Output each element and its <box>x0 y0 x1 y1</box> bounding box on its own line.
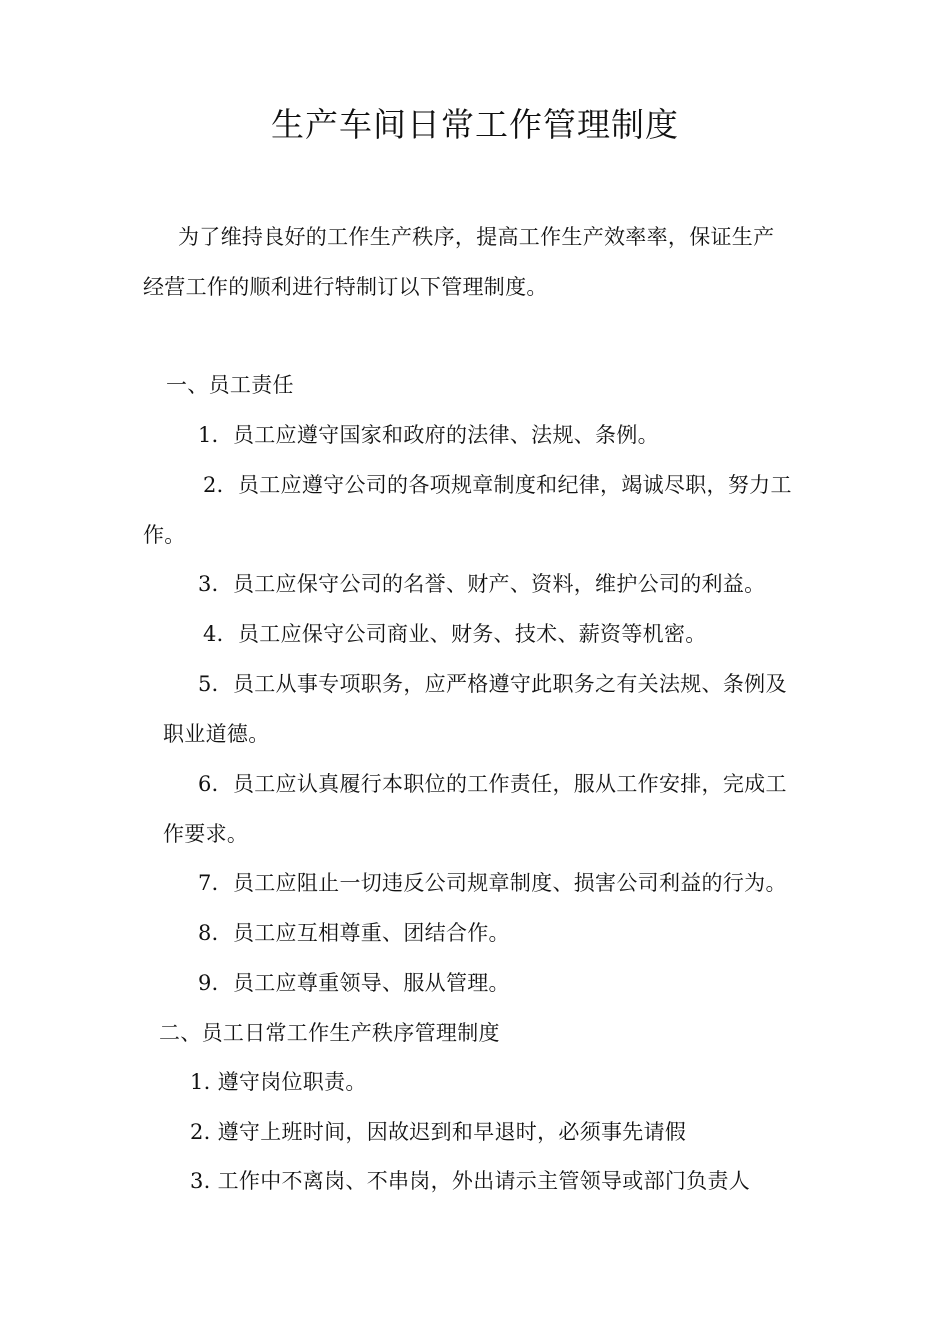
section-1-item: 4．员工应保守公司商业、财务、技术、薪资等机密。 <box>203 622 707 646</box>
section-2-item: 2. 遵守上班时间，因故迟到和早退时，必须事先请假 <box>190 1120 687 1144</box>
section-1-item: 8．员工应互相尊重、团结合作。 <box>198 921 510 945</box>
section-1-item-continuation: 职业道德。 <box>163 722 270 746</box>
section-1-item: 6．员工应认真履行本职位的工作责任，服从工作安排，完成工 <box>198 772 787 796</box>
document-title: 生产车间日常工作管理制度 <box>271 105 679 144</box>
section-1-item: 1．员工应遵守国家和政府的法律、法规、条例。 <box>198 423 659 447</box>
section-2-item: 3. 工作中不离岗、不串岗，外出请示主管领导或部门负责人 <box>190 1169 751 1193</box>
section-1-item-continuation: 作要求。 <box>163 822 249 846</box>
section-1-item: 7．员工应阻止一切违反公司规章制度、损害公司利益的行为。 <box>198 871 787 895</box>
section-1-item: 3．员工应保守公司的名誉、财产、资料，维护公司的利益。 <box>198 572 766 596</box>
intro-line-2: 经营工作的顺利进行特制订以下管理制度。 <box>143 275 548 299</box>
section-1-item: 9．员工应尊重领导、服从管理。 <box>198 971 510 995</box>
section-2-heading: 二、员工日常工作生产秩序管理制度 <box>159 1021 500 1045</box>
section-1-heading: 一、员工责任 <box>166 373 294 397</box>
section-1-item: 2．员工应遵守公司的各项规章制度和纪律，竭诚尽职，努力工 <box>203 473 792 497</box>
section-2-item: 1. 遵守岗位职责。 <box>190 1070 367 1094</box>
section-1-item: 5．员工从事专项职务，应严格遵守此职务之有关法规、条例及 <box>198 672 787 696</box>
section-1-item-continuation: 作。 <box>143 523 186 547</box>
intro-line-1: 为了维持良好的工作生产秩序，提高工作生产效率率，保证生产 <box>178 225 775 249</box>
